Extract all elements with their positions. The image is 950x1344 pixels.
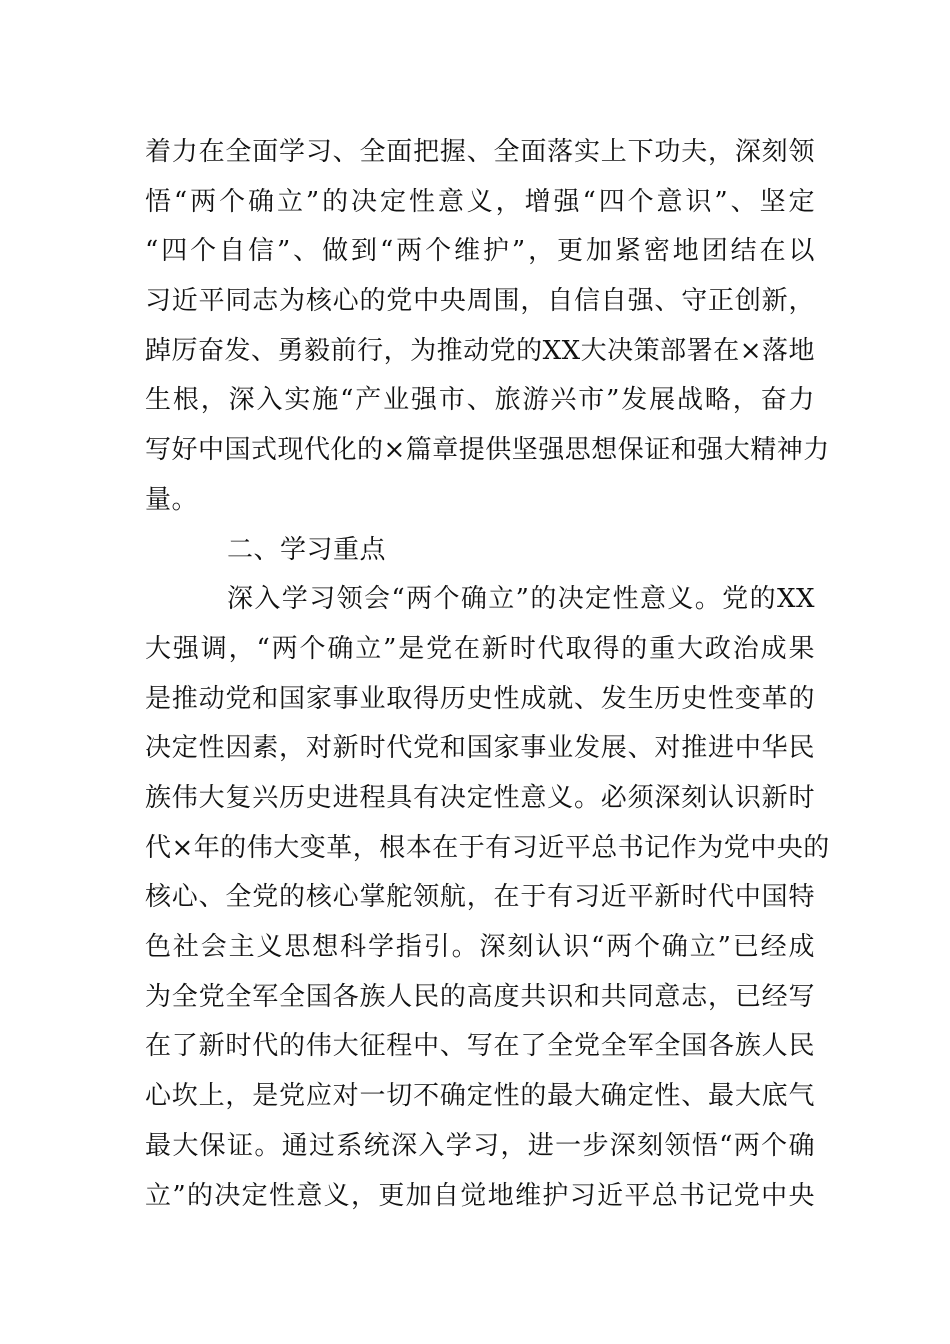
paragraph-2 (145, 575, 830, 1221)
paragraph-2-line: 色社会主义思想科学指引。深刻认识“两个确立”已经成 (145, 932, 815, 963)
paragraph-2-line: 为全党全军全国各族人民的高度共识和共同意志，已经写 (145, 981, 815, 1012)
paragraph-2-line: 是推动党和国家事业取得历史性成就、发生历史性变革的 (145, 683, 815, 714)
paragraph-2-line: 代×年的伟大变革，根本在于有习近平总书记作为党中央的 (145, 832, 830, 863)
paragraph-1-line: 写好中国式现代化的×篇章提供坚强思想保证和强大精神力 (145, 435, 830, 466)
paragraph-2-line: 核心、全党的核心掌舵领航，在于有习近平新时代中国特 (145, 882, 815, 913)
paragraph-2-line: 决定性因素，对新时代党和国家事业发展、对推进中华民 (145, 733, 815, 764)
paragraph-2-line: 大强调，“两个确立”是党在新时代取得的重大政治成果 (145, 633, 815, 664)
paragraph-1-line: 着力在全面学习、全面把握、全面落实上下功夫，深刻领 (145, 137, 815, 167)
paragraph-2-line: 深入学习领会“两个确立”的决定性意义。党的XX (227, 584, 815, 615)
paragraph-1 (145, 128, 830, 526)
paragraph-1-line: 踔厉奋发、勇毅前行，为推动党的XX大决策部署在×落地 (145, 335, 815, 366)
paragraph-2-line: 心坎上，是党应对一切不确定性的最大确定性、最大底气 (145, 1081, 815, 1112)
paragraph-1-line: 悟“两个确立”的决定性意义，增强“四个意识”、坚定 (145, 186, 815, 217)
paragraph-2-line: 族伟大复兴历史进程具有决定性意义。必须深刻认识新时 (145, 783, 815, 814)
paragraph-2-line: 在了新时代的伟大征程中、写在了全党全军全国各族人民 (145, 1031, 815, 1062)
paragraph-1-line: 生根，深入实施“产业强市、旅游兴市”发展战略，奋力 (145, 385, 815, 416)
paragraph-1-line: “四个自信”、做到“两个维护”，更加紧密地团结在以 (145, 236, 815, 267)
section-heading-text: 二、学习重点 (227, 534, 387, 565)
paragraph-1-line: 习近平同志为核心的党中央周围，自信自强、守正创新， (145, 286, 815, 317)
section-heading (145, 526, 815, 576)
paragraph-2-line: 立”的决定性意义，更加自觉地维护习近平总书记党中央 (145, 1180, 815, 1211)
paragraph-2-line: 最大保证。通过系统深入学习，进一步深刻领悟“两个确 (145, 1130, 815, 1161)
paragraph-1-line: 量。 (145, 484, 199, 515)
